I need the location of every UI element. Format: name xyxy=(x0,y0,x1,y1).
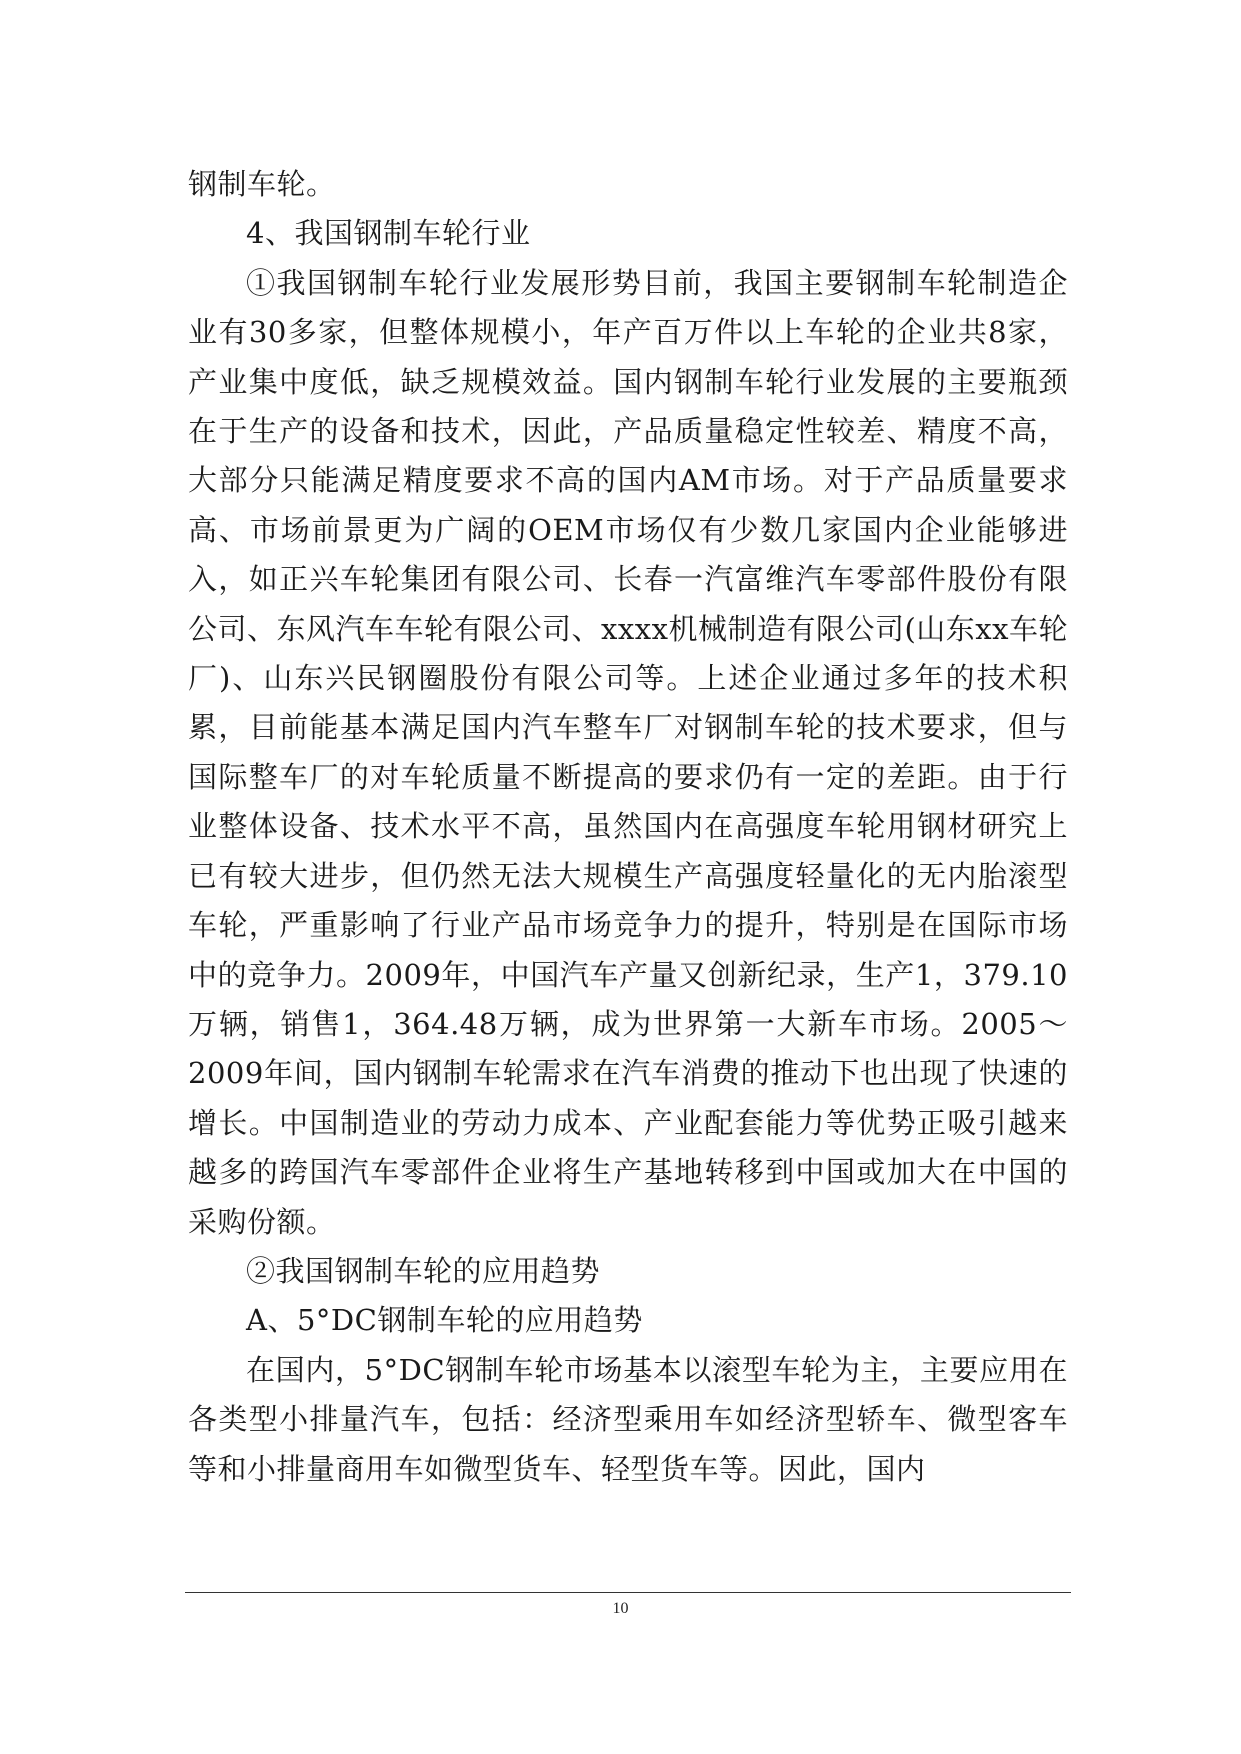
section-heading: 4、我国钢制车轮行业 xyxy=(246,216,531,251)
body-text xyxy=(188,160,1068,1494)
footer-divider xyxy=(185,1592,1071,1593)
sub-subsection-heading: A、5°DC钢制车轮的应用趋势 xyxy=(246,1303,643,1338)
paragraph-continuation: 钢制车轮。 xyxy=(188,167,336,201)
subsection-heading: ②我国钢制车轮的应用趋势 xyxy=(246,1253,601,1288)
page-body xyxy=(188,160,1068,1494)
paragraph-industry-development: ①我国钢制车轮行业发展形势目前，我国主要钢制车轮制造企业有30多家，但整体规模小，年产百万件以上车轮的企业共8家，产业集中度低，缺乏规模效益。国内钢制车轮行业发展的主要瓶颈在于生产的设备和技术，因此，产品质量稳定性较差、精度不高，大部分只能满足精度要求不高的国内AM市场。对于产品质量要求高、市场前景更为广阔的OEM市场仅有少数几家国内企业能够进入，如正兴车轮集团有限公司、长春一汽富维汽车零部件股份有限公司、东风汽车车轮有限公司、xxxx机械制造有限公司(山东xx车轮厂)、山东兴民钢圈股份有限公司等。上述企业通过多年的技术积累，目前能基本满足国内汽车整车厂对钢制车轮的技术要求，但与国际整车厂的对车轮质量不断提高的要求仍有一定的差距。由于行业整体设备、技术水平不高，虽然国内在高强度车轮用钢材研究上已有较大进步，但仍然无法大规模生产高强度轻量化的无内胎滚型车轮，严重影响了行业产品市场竞争力的提升，特别是在国际市场中的竞争力。2009年，中国汽车产量又创新纪录，生产1，379.10万辆，销售1，364.48万辆，成为世界第一大新车市场。2005～2009年间，国内钢制车轮需求在汽车消费的推动下也出现了快速的增长。中国制造业的劳动力成本、产业配套能力等优势正吸引越来越多的跨国汽车零部件企业将生产基地转移到中国或加大在中国的采购份额。 xyxy=(188,265,1068,1239)
paragraph-5dc-trend: 在国内，5°DC钢制车轮市场基本以滚型车轮为主，主要应用在各类型小排量汽车，包括：经济型乘用车如经济型轿车、微型客车等和小排量商用车如微型货车、轻型货车等。因此，国内 xyxy=(188,1352,1068,1486)
page-number: 10 xyxy=(612,1600,629,1617)
